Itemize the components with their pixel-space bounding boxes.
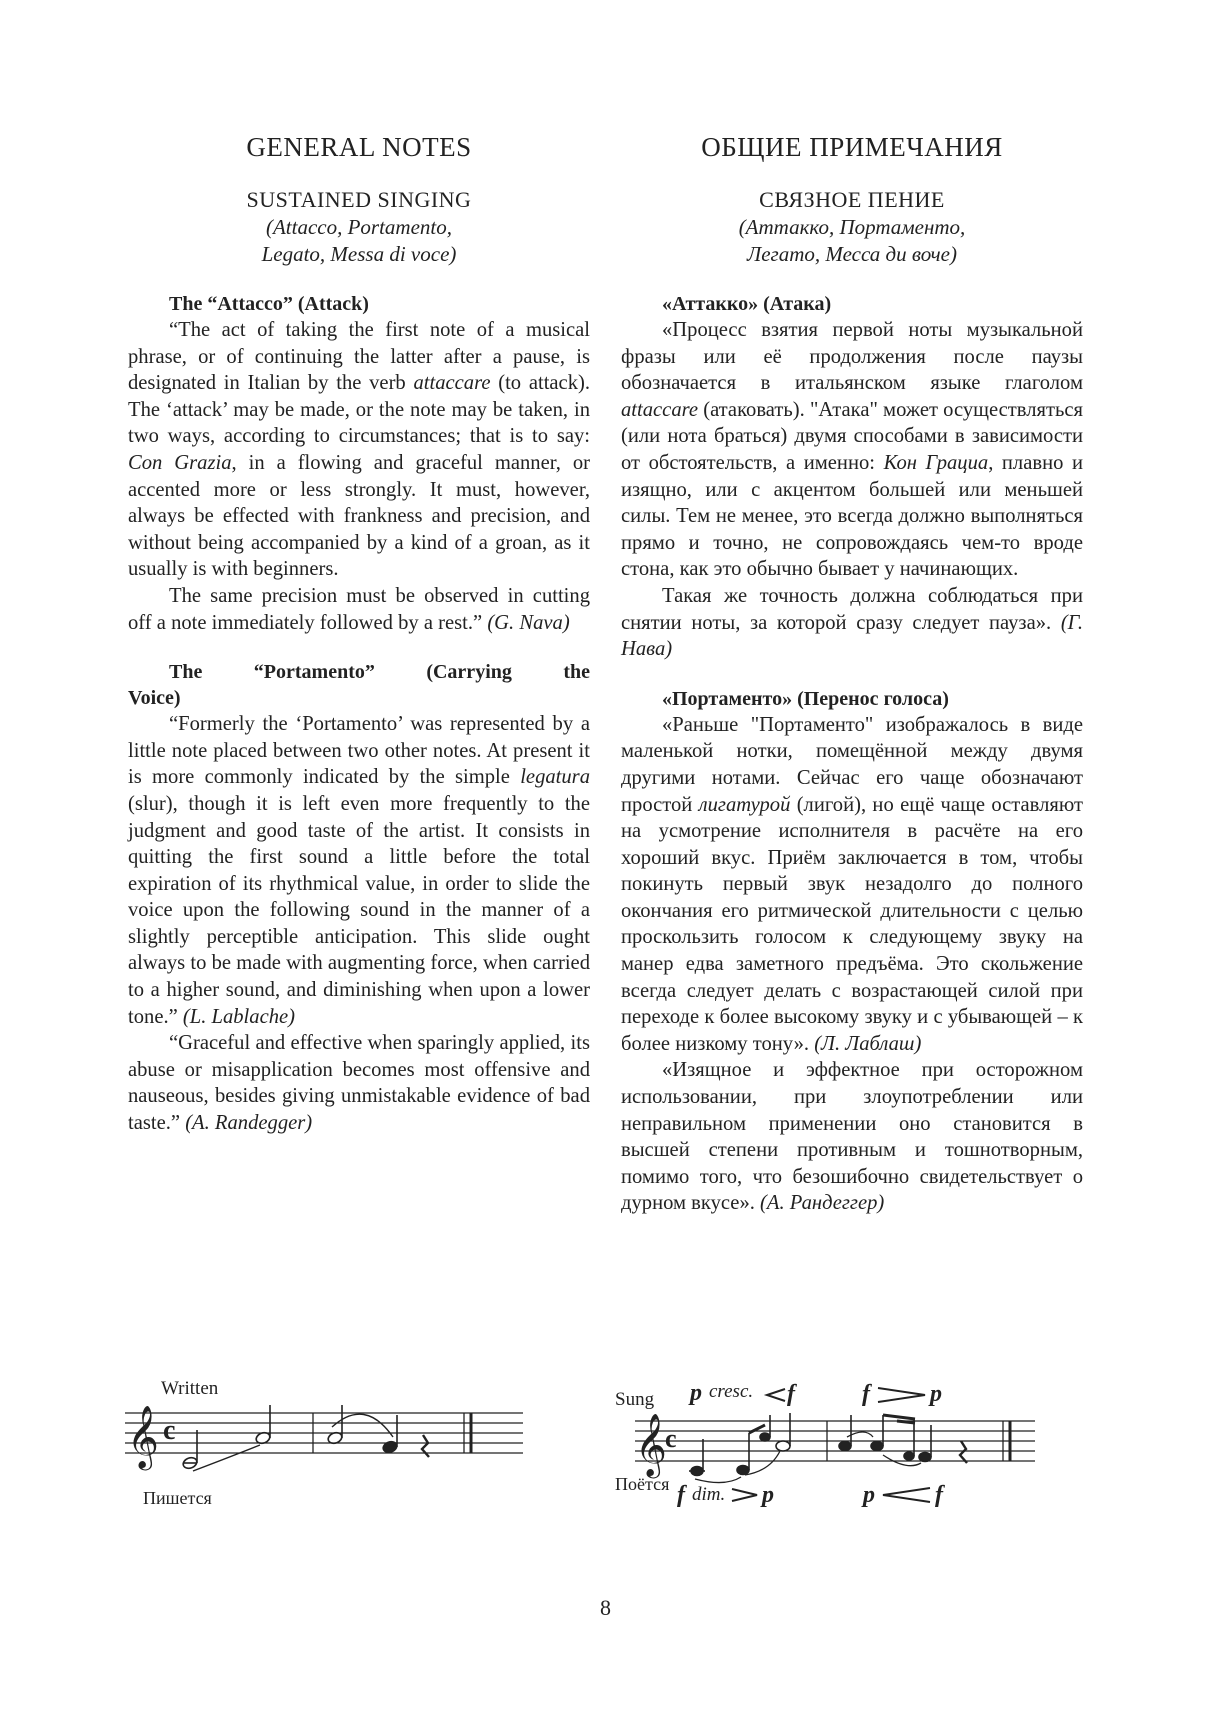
- crescendo-hairpin-icon: [767, 1389, 785, 1401]
- common-time-icon: c: [665, 1424, 677, 1453]
- portamento-heading-ru: «Портаменто» (Перенос голоса): [662, 687, 949, 710]
- portamento-paragraph-en-2: “Graceful and effective when sparingly applied, its abuse or misapplication becomes most offensive and nauseous, besides giving unmistakable evidence of bad taste.” (A. Randegger): [128, 1032, 590, 1135]
- english-column: [128, 130, 590, 1137]
- subtitle-terms-ru-2: Легато, Месса ди воче): [747, 242, 957, 266]
- written-label-ru: Пишется: [143, 1488, 212, 1508]
- attack-paragraph-en-2: The same precision must be observed in cutting off a note immediately followed by a rest.” (G. Nava): [128, 584, 590, 634]
- sung-bar-1-notes: [689, 1413, 827, 1483]
- dynamic-p-icon: p: [863, 1482, 875, 1508]
- written-music-example: [125, 1375, 535, 1515]
- portamento-paragraph-en-1: “Formerly the ‘Portamento’ was represented by a little note placed between two other notes. At present it is more commonly indicated by the simple legatura (slur), though it is left even more frequently to the judgment and good taste of the artist. It consists in quitting the first sound a little before the total expiration of its rhythmical value, in order to slide the voice upon the following sound in the manner of a slightly perceptible anticipation. This slide ought always to be made with augmenting force, when carried to a higher sound, and diminishing when upon a lower tone.” (L. Lablache): [128, 713, 590, 1028]
- sung-label: Sung: [615, 1389, 655, 1410]
- russian-column: [621, 130, 1083, 1217]
- sung-music-example: [615, 1375, 1085, 1525]
- attack-section-ru: [621, 291, 1083, 663]
- subtitle-ru: СВЯЗНОЕ ПЕНИЕ: [759, 187, 945, 212]
- attack-paragraph-ru-2: Такая же точность должна соблюдаться при снятии ноты, за которой сразу следует пауза». (Г. Нава): [621, 584, 1083, 661]
- dynamic-p-icon: p: [690, 1380, 702, 1406]
- attack-heading-en: The “Attacco” (Attack): [169, 293, 369, 315]
- dynamic-f-icon: f: [677, 1482, 685, 1508]
- diminuendo-hairpin-icon: [878, 1388, 925, 1402]
- dynamic-f-icon: f: [787, 1381, 795, 1407]
- attack-paragraph-en-1: “The act of taking the first note of a musical phrase, or of continuing the latter after a pause, is designated in Italian by the verb attaccare (to attack). The ‘attack’ may be made, or the note may be taken, in two ways, according to circumstances; that is to say: Con Grazia, in a flowing and graceful manner, or accented more or less strongly. It must, however, always be effected with frankness and precision, and without being accompanied by a kind of a groan, as it usually is with beginners.: [128, 319, 591, 581]
- subtitle-terms-ru-1: (Аттакко, Портаменто,: [738, 215, 966, 239]
- attack-section-en: [128, 291, 590, 636]
- attack-heading-ru: «Аттакко» (Атака): [662, 293, 832, 315]
- portamento-section-ru: [621, 686, 1083, 1217]
- portamento-heading-en: The “Portamento” (Carrying the Voice): [128, 661, 590, 710]
- cresc-label: cresc.: [709, 1381, 754, 1402]
- dynamic-f-icon: f: [935, 1482, 943, 1508]
- subtitle-terms-en-2: Legato, Messa di voce): [261, 242, 457, 266]
- portamento-section-en: [128, 659, 590, 1137]
- sung-label-ru: Поётся: [615, 1474, 670, 1494]
- portamento-paragraph-ru-2: «Изящное и эффектное при осторожном использовании, при злоупотреблении или неправильном применении оно становится в высшей степени противным и тошнотворным, помимо того, что безошибочно свидетельствует о дурном вкусе». (А. Рандеггер): [621, 1059, 1083, 1215]
- subtitle-en: SUSTAINED SINGING: [246, 187, 472, 212]
- sung-staff-lines: [635, 1421, 1035, 1461]
- dynamic-p-icon: p: [762, 1482, 774, 1508]
- subtitle-terms-en-1: (Attacco, Portamento,: [265, 215, 453, 239]
- dynamic-f-icon: f: [862, 1381, 870, 1407]
- diminuendo-hairpin-icon: [732, 1489, 757, 1501]
- treble-clef-icon: 𝄞: [127, 1405, 159, 1468]
- sung-bar-2-notes: [839, 1415, 1010, 1466]
- written-staff-lines: [125, 1413, 523, 1453]
- common-time-icon: c: [163, 1415, 176, 1446]
- dim-label: dim.: [692, 1484, 726, 1505]
- written-bar-1-notes: [182, 1405, 313, 1471]
- dynamic-p-icon: p: [930, 1381, 942, 1407]
- written-label: Written: [161, 1378, 219, 1399]
- treble-clef-icon: 𝄞: [635, 1413, 667, 1476]
- attack-paragraph-ru-1: «Процесс взятия первой ноты музыкальной фразы или её продолжения после паузы обозначается в итальянском языке глаголом attaccare (атаковать). "Атака" может осуществляться (или нота браться) двумя способами в зависимости от обстоятельств, а именно: Кон Грациа, плавно и изящно, или с акцентом большей или меньшей силы. Тем не менее, это всегда должно выполняться прямо и точно, не сопровождаясь чем-то вроде стона, как это обычно бывает у начинающих.: [621, 319, 1083, 581]
- portamento-paragraph-ru-1: «Раньше "Портаменто" изображалось в виде маленькой нотки, помещённой между двумя другими нотами. Сейчас его чаще обозначают простой лигатурой (лигой), но ещё чаще оставляют на усмотрение исполнителя в расчёте на его хороший вкус. Приём заключается в том, чтобы покинуть первый звук незадолго до полного окончания его ритмической длительности с целью проскользить голосом к следующему звуку на манер едва заметного предъёма. Это скольжение всегда следует делать с возрастающей силой при переходе к более высокому звуку и с убывающей – к более низкому тону». (Л. Лаблаш): [621, 713, 1083, 1055]
- crescendo-hairpin-icon: [883, 1488, 930, 1502]
- page-number: 8: [600, 1595, 611, 1620]
- page-title-ru: ОБЩИЕ ПРИМЕЧАНИЯ: [701, 132, 1003, 162]
- page-title-en: GENERAL NOTES: [246, 132, 472, 162]
